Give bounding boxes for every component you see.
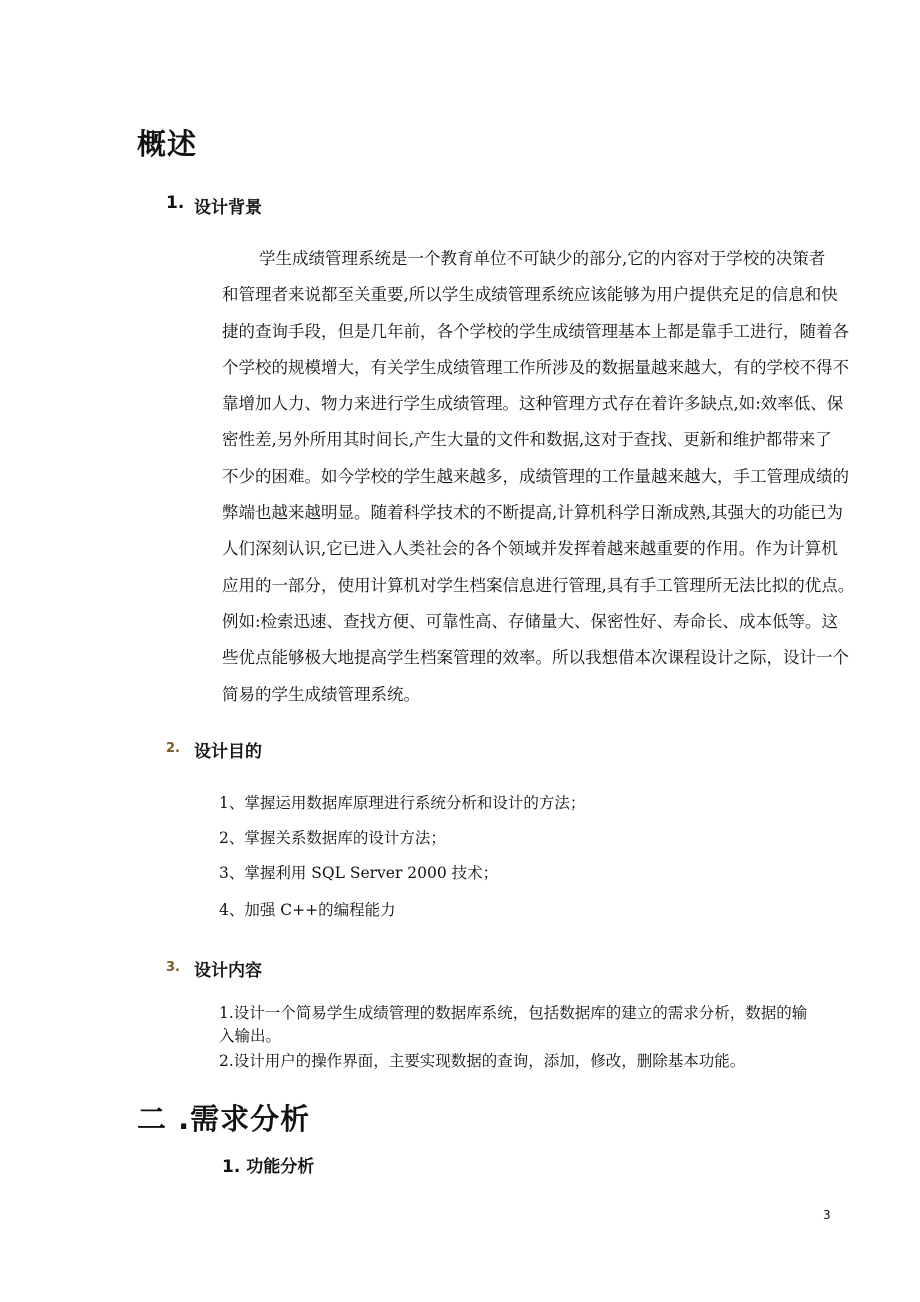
content-line: 2.设计用户的操作界面，主要实现数据的查询，添加，修改，删除基本功能。 <box>219 1052 746 1070</box>
section-title: 设计背景 <box>194 198 262 218</box>
paragraph-line: 些优点能够极大地提高学生档案管理的效率。所以我想借本次课程设计之际，设计一个 <box>222 648 849 668</box>
chapter-heading-requirements: 二 .需求分析 <box>137 1102 311 1136</box>
subsection-heading-function-analysis: 1. 功能分析 <box>222 1157 315 1177</box>
section-number: 2. <box>166 741 180 756</box>
paragraph-line: 学生成绩管理系统是一个教育单位不可缺少的部分,它的内容对于学校的决策者 <box>259 249 826 268</box>
chapter-heading-overview: 概述 <box>137 127 198 161</box>
section-number: 3. <box>166 960 180 975</box>
paragraph-line: 人们深刻认识,它已进入人类社会的各个领域并发挥着越来越重要的作用。作为计算机 <box>222 539 838 559</box>
paragraph-line: 密性差,另外所用其时间长,产生大量的文件和数据,这对于查找、更新和维护都带来了 <box>222 430 832 450</box>
paragraph-line: 例如:检索迅速、查找方便、可靠性高、存储量大、保密性好、寿命长、成本低等。这 <box>222 611 839 631</box>
background-paragraph <box>222 241 855 713</box>
objective-item: 4、加强 C++的编程能力 <box>219 901 396 919</box>
page-number: 3 <box>823 1208 831 1222</box>
objective-item: 3、掌握利用 SQL Server 2000 技术； <box>219 864 499 882</box>
paragraph-line: 个学校的规模增大，有关学生成绩管理工作所涉及的数据量越来越大，有的学校不得不 <box>222 357 849 377</box>
paragraph-line: 应用的一部分，使用计算机对学生档案信息进行管理,具有手工管理所无法比拟的优点。 <box>222 575 855 595</box>
section-number: 1. <box>166 193 185 213</box>
content-line: 入输出。 <box>219 1027 282 1045</box>
section-title: 设计目的 <box>194 742 262 762</box>
paragraph-line: 弊端也越来越明显。随着科学技术的不断提高,计算机科学日渐成熟,其强大的功能已为 <box>222 503 843 523</box>
objective-item: 2、掌握关系数据库的设计方法； <box>219 829 446 847</box>
paragraph-line: 捷的查询手段，但是几年前，各个学校的学生成绩管理基本上都是靠手工进行，随着各 <box>222 321 849 341</box>
paragraph-line: 简易的学生成绩管理系统。 <box>222 684 420 704</box>
paragraph-line: 不少的困难。如今学校的学生越来越多，成绩管理的工作量越来越大，手工管理成绩的 <box>222 466 849 486</box>
content-line: 1.设计一个简易学生成绩管理的数据库系统，包括数据库的建立的需求分析，数据的输 <box>219 1004 808 1022</box>
paragraph-line: 靠增加人力、物力来进行学生成绩管理。这种管理方式存在着许多缺点,如:效率低、保 <box>222 394 844 414</box>
paragraph-line: 和管理者来说都至关重要,所以学生成绩管理系统应该能够为用户提供充足的信息和快 <box>222 285 838 305</box>
section-title: 设计内容 <box>194 961 262 981</box>
objective-item: 1、掌握运用数据库原理进行系统分析和设计的方法； <box>219 794 586 812</box>
